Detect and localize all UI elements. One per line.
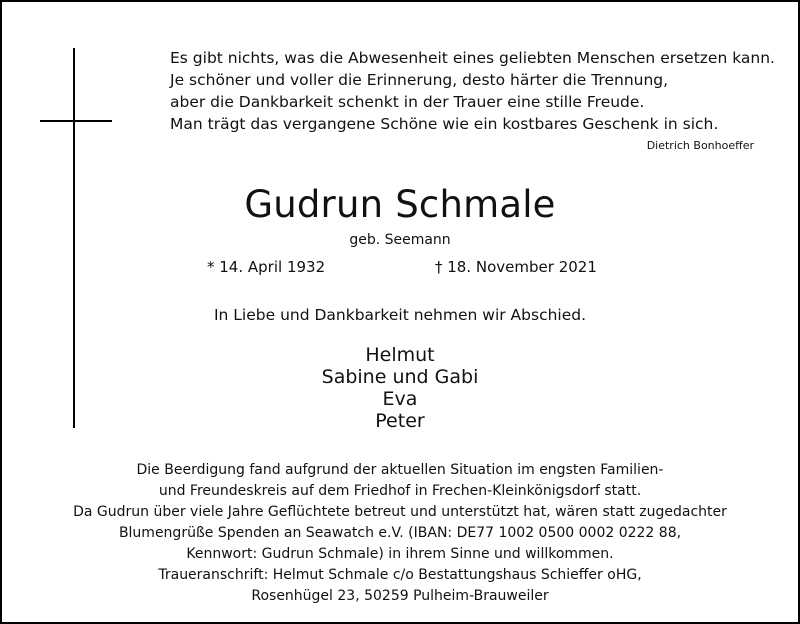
birth-date: * 14. April 1932 xyxy=(207,258,326,276)
mourner-name: Peter xyxy=(375,410,425,432)
mourner-name: Eva xyxy=(382,388,418,410)
notice-line: Blumengrüße Spenden an Seawatch e.V. (IBAN: DE77 1002 0500 0002 0222 88, xyxy=(118,525,682,541)
notice-line: Die Beerdigung fand aufgrund der aktuellen Situation im engsten Familien- xyxy=(136,462,664,478)
notice-line: Kennwort: Gudrun Schmale) in ihrem Sinne und willkommen. xyxy=(186,546,614,562)
notice-line: Rosenhügel 23, 50259 Pulheim-Brauweiler xyxy=(251,588,549,604)
notice-line: Traueranschrift: Helmut Schmale c/o Bestattungshaus Schieffer oHG, xyxy=(158,567,642,583)
farewell-text: In Liebe und Dankbarkeit nehmen wir Abschied. xyxy=(213,306,587,324)
mourners-list xyxy=(0,344,800,432)
funeral-notice xyxy=(0,460,800,607)
quote-author: Dietrich Bonhoeffer xyxy=(646,139,754,152)
quote-line: Es gibt nichts, was die Abwesenheit eines geliebten Menschen ersetzen kann. xyxy=(170,49,775,67)
notice-line: und Freundeskreis auf dem Friedhof in Frechen-Kleinkönigsdorf statt. xyxy=(158,483,642,499)
birth-name: geb. Seemann xyxy=(349,232,451,248)
quote-line: Man trägt das vergangene Schöne wie ein kostbares Geschenk in sich. xyxy=(170,115,719,133)
death-date: † 18. November 2021 xyxy=(435,258,597,276)
deceased-name: Gudrun Schmale xyxy=(244,183,556,226)
mourner-name: Sabine und Gabi xyxy=(321,366,479,388)
quote-block xyxy=(170,47,780,135)
notice-line: Da Gudrun über viele Jahre Geflüchtete betreut und unterstützt hat, wären statt zugedachter xyxy=(73,504,727,520)
quote-line: Je schöner und voller die Erinnerung, desto härter die Trennung, xyxy=(170,71,669,89)
mourner-name: Helmut xyxy=(365,344,435,366)
quote-line: aber die Dankbarkeit schenkt in der Trauer eine stille Freude. xyxy=(170,93,645,111)
cross-horizontal-bar xyxy=(40,120,112,122)
